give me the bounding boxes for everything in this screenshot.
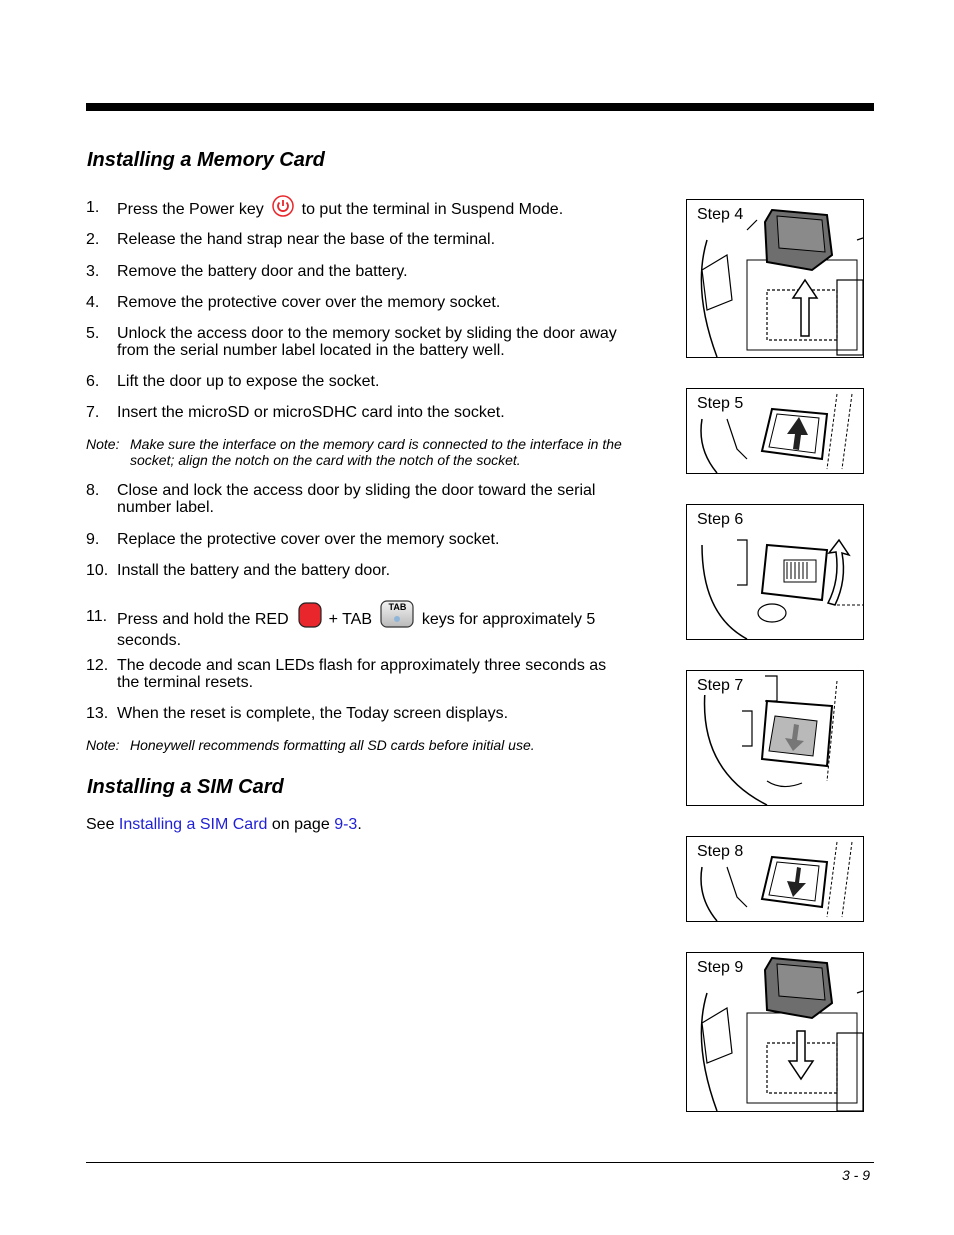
section-heading-memory-card: Installing a Memory Card bbox=[87, 149, 325, 171]
figure-label: Step 6 bbox=[697, 511, 744, 528]
figure-label: Step 5 bbox=[697, 395, 744, 412]
figure-step-8 bbox=[686, 836, 864, 922]
list-item: 11. Press and hold the RED + TAB TAB keys for approximately 5 seconds. bbox=[86, 602, 596, 649]
list-item: 3. Remove the battery door and the battery. bbox=[86, 263, 408, 280]
red-key-icon bbox=[298, 602, 322, 632]
page-link[interactable]: 9-3 bbox=[334, 816, 358, 833]
figure-step-9 bbox=[686, 952, 864, 1112]
list-item: 7. Insert the microSD or microSDHC card into the socket. bbox=[86, 404, 505, 421]
list-item: 6. Lift the door up to expose the socket. bbox=[86, 373, 380, 390]
list-item: 13. When the reset is complete, the Today screen displays. bbox=[86, 705, 509, 722]
list-item: 10. Install the battery and the battery door. bbox=[86, 562, 391, 579]
figure-label: Step 7 bbox=[697, 677, 744, 694]
figure-step-7 bbox=[686, 670, 864, 806]
cross-reference: See Installing a SIM Card on page 9-3. bbox=[86, 816, 362, 833]
list-item: 8. Close and lock the access door by sliding the door toward the serial number label. bbox=[86, 482, 596, 516]
sim-card-link[interactable]: Installing a SIM Card bbox=[118, 816, 268, 833]
list-item: 5. Unlock the access door to the memory socket by sliding the door away from the serial number label located in the battery well. bbox=[86, 325, 617, 359]
tab-key-icon: TAB bbox=[380, 600, 414, 628]
top-rule bbox=[86, 103, 874, 111]
note: Note: Make sure the interface on the memory card is connected to the interface in the socket; align the notch on the card with the notch of the socket. bbox=[86, 436, 622, 468]
list-item: 4. Remove the protective cover over the memory socket. bbox=[86, 294, 501, 311]
list-item: 1. Press the Power key to put the terminal in Suspend Mode. bbox=[86, 199, 626, 221]
section-heading-sim-card: Installing a SIM Card bbox=[87, 776, 284, 798]
figure-step-4 bbox=[686, 199, 864, 358]
figure-label: Step 4 bbox=[697, 206, 744, 223]
power-icon bbox=[272, 195, 294, 221]
figure-step-6 bbox=[686, 504, 864, 640]
figure-label: Step 8 bbox=[697, 843, 744, 860]
list-item: 12. The decode and scan LEDs flash for approximately three seconds as the terminal resets. bbox=[86, 657, 607, 691]
note: Note: Honeywell recommends formatting all SD cards before initial use. bbox=[86, 737, 535, 753]
footer-rule bbox=[86, 1162, 874, 1163]
list-item: 2. Release the hand strap near the base of the terminal. bbox=[86, 231, 496, 248]
list-item: 9. Replace the protective cover over the memory socket. bbox=[86, 531, 500, 548]
figure-step-5 bbox=[686, 388, 864, 474]
figure-label: Step 9 bbox=[697, 959, 744, 976]
page-number: 3 - 9 bbox=[841, 1167, 870, 1183]
